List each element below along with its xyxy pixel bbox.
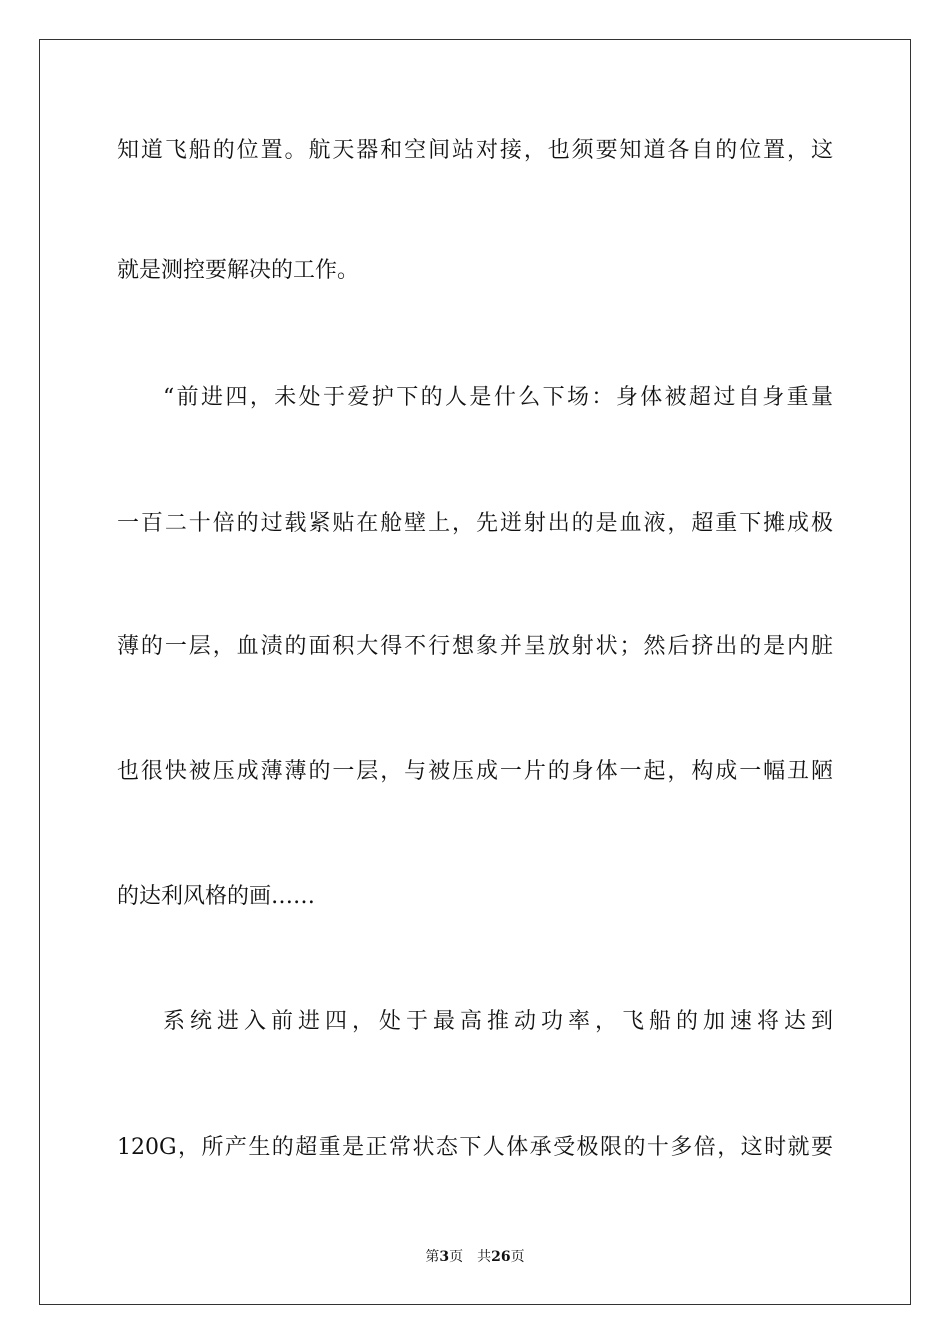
text-line: 一百二十倍的过载紧贴在舱壁上，先迸射出的是血液，超重下摊成极 [117,511,833,536]
total-pages: 26 [491,1249,511,1265]
page-border [39,39,911,1305]
paragraph-first-line: 系统进入前进四，处于最高推动功率，飞船的加速将达到 [163,1009,833,1034]
text-line: 薄的一层，血渍的面积大得不行想象并呈放射状；然后挤出的是内脏 [117,634,833,659]
total-suffix: 页 [510,1249,525,1265]
text-line: 120G，所产生的超重是正常状态下人体承受极限的十多倍，这时就要 [117,1135,833,1160]
page-number: 3 [439,1249,450,1265]
page-footer [0,1246,950,1266]
total-prefix: 共 [477,1249,492,1265]
text-line: 的达利风格的画…… [117,884,316,909]
text-line: 就是测控要解决的工作。 [117,258,360,283]
text-line: 也很快被压成薄薄的一层，与被压成一片的身体一起，构成一幅丑陋 [117,759,833,784]
page-suffix: 页 [449,1249,464,1265]
page-prefix: 第 [425,1249,440,1265]
paragraph-first-line: “前进四，未处于爱护下的人是什么下场：身体被超过自身重量 [163,385,833,410]
text-line: 知道飞船的位置。航天器和空间站对接，也须要知道各自的位置，这 [117,138,833,163]
